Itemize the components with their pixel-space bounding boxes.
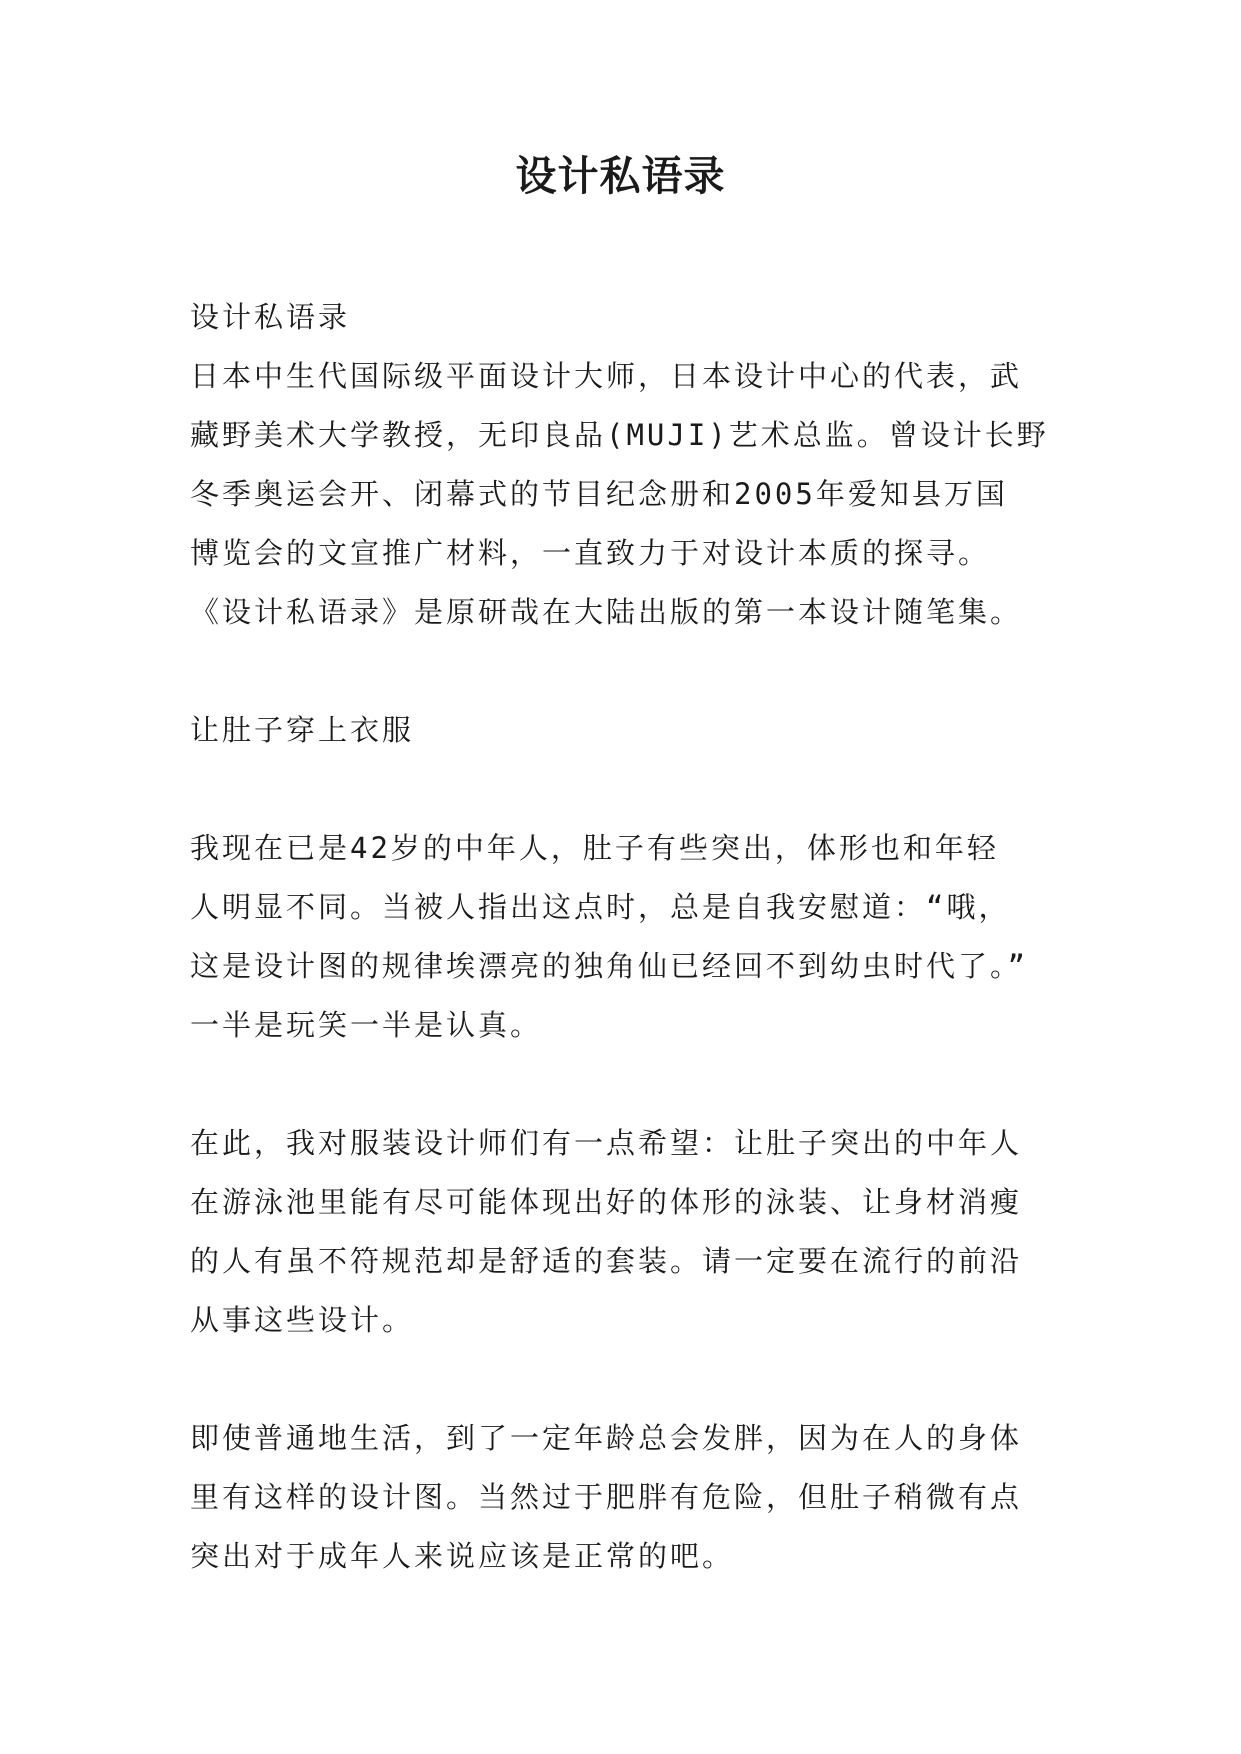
paragraph-gap (190, 642, 1070, 701)
text-line: 从事这些设计。 (190, 1303, 415, 1337)
text-line: 在游泳池里能有尽可能体现出好的体形的泳装、让身材消瘦 (190, 1185, 1023, 1219)
text-line: 我现在已是42岁的中年人，肚子有些突出，体形也和年轻 (190, 831, 999, 865)
text-line: 人明显不同。当被人指出这点时，总是自我安慰道：“哦， (190, 890, 1011, 924)
text-line: 《设计私语录》是原研哉在大陆出版的第一本设计随笔集。 (190, 595, 1023, 629)
paragraph-gap (190, 1055, 1070, 1114)
text-line: 博览会的文宣推广材料，一直致力于对设计本质的探寻。 (190, 536, 991, 570)
text-line: 突出对于成年人来说应该是正常的吧。 (190, 1539, 735, 1573)
paragraph-gap (190, 1350, 1070, 1409)
text-line: 冬季奥运会开、闭幕式的节目纪念册和2005年爱知县万国 (190, 477, 1008, 511)
text-line: 设计私语录 (190, 300, 351, 334)
document-title: 设计私语录 (515, 152, 726, 200)
text-line: 一半是玩笑一半是认真。 (190, 1008, 543, 1042)
paragraph-subtitle (190, 288, 1070, 347)
text-line: 让肚子穿上衣服 (190, 713, 415, 747)
paragraph (190, 1409, 1070, 1586)
section-heading (190, 701, 1070, 760)
text-line: 即使普通地生活，到了一定年龄总会发胖，因为在人的身体 (190, 1421, 1023, 1455)
text-line: 藏野美术大学教授，无印良品(MUJI)艺术总监。曾设计长野 (190, 418, 1049, 452)
document-body (190, 288, 1070, 1586)
text-line: 日本中生代国际级平面设计大师，日本设计中心的代表，武 (190, 359, 1023, 393)
text-line: 这是设计图的规律埃漂亮的独角仙已经回不到幼虫时代了。” (190, 949, 1028, 983)
paragraph-intro (190, 347, 1070, 642)
text-line: 的人有虽不符规范却是舒适的套装。请一定要在流行的前沿 (190, 1244, 1023, 1278)
paragraph (190, 1114, 1070, 1350)
paragraph (190, 819, 1070, 1055)
paragraph-gap (190, 760, 1070, 819)
text-line: 在此，我对服装设计师们有一点希望：让肚子突出的中年人 (190, 1126, 1023, 1160)
text-line: 里有这样的设计图。当然过于肥胖有危险，但肚子稍微有点 (190, 1480, 1023, 1514)
